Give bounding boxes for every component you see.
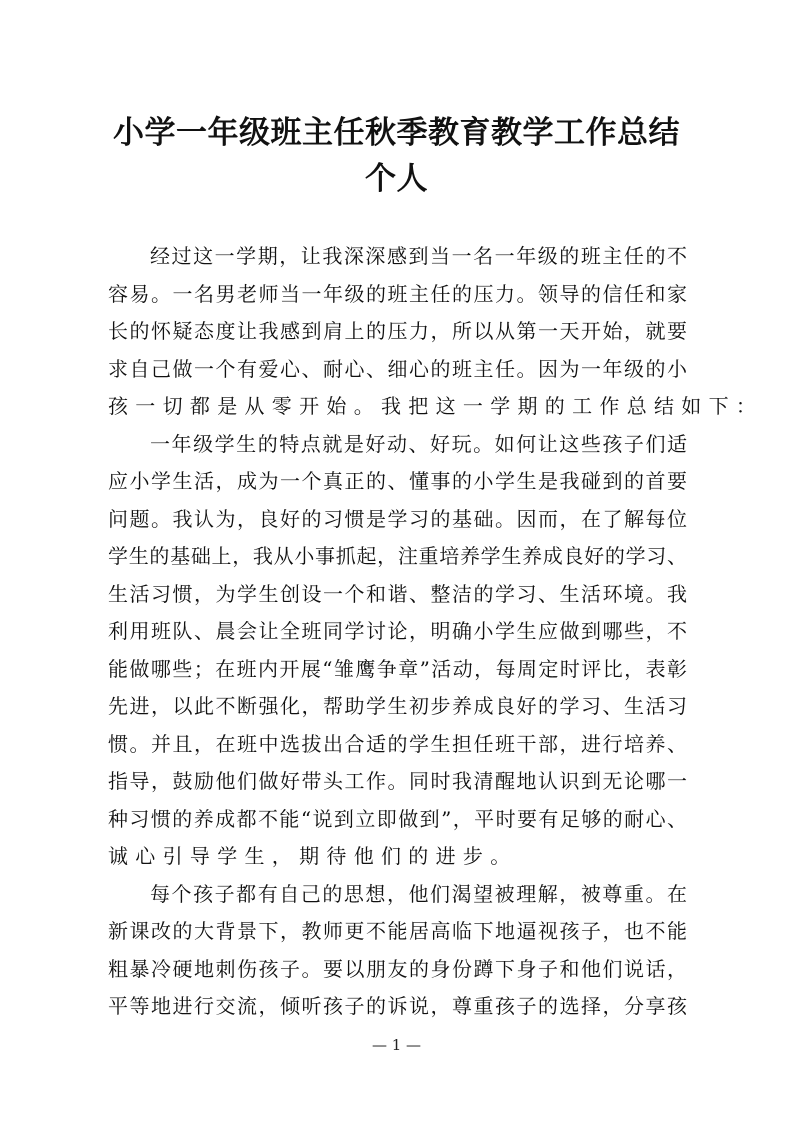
text-line: 平等地进行交流，倾听孩子的诉说，尊重孩子的选择，分享孩 [108,994,687,1018]
text-line: 一年级学生的特点就是好动、好玩。如何让这些孩子们适 [150,431,687,456]
text-line: 经过这一学期，让我深深感到当一名一年级的班主任的不 [150,244,687,268]
text-line: 能做哪些；在班内开展“雏鹰争章”活动，每周定时评比，表彰 [108,656,687,681]
paragraph [108,238,764,426]
text-line: 利用班队、晨会让全班同学讨论，明确小学生应做到哪些，不 [108,619,687,643]
title-line-1: 小学一年级班主任秋季教育教学工作总结 [113,115,680,151]
text-line: 生活习惯，为学生创设一个和谐、整洁的学习、生活环境。我 [108,581,687,606]
text-line: 诚心引导学生，期待他们的进步。 [108,844,518,868]
page-number: — 1 — [371,1036,422,1054]
text-line: 孩一切都是从零开始。我把这一学期的工作总结如下： [108,394,764,418]
text-line: 学生的基础上，我从小事抓起，注重培养学生养成良好的学习、 [108,544,687,568]
text-line: 惯。并且，在班中选拔出合适的学生担任班干部，进行培养、 [108,731,687,756]
text-line: 长的怀疑态度让我感到肩上的压力，所以从第一天开始，就要 [108,319,687,343]
text-line: 先进，以此不断强化，帮助学生初步养成良好的学习、生活习 [108,694,687,718]
document-title [90,110,703,202]
text-line: 种习惯的养成都不能“说到立即做到”，平时要有足够的耐心、 [108,806,687,831]
text-line: 容易。一名男老师当一年级的班主任的压力。领导的信任和家 [108,281,687,306]
text-line: 新课改的大背景下，教师更不能居高临下地逼视孩子，也不能 [108,919,687,943]
document-body [108,238,764,1026]
text-line: 每个孩子都有自己的思想，他们渴望被理解，被尊重。在 [150,881,687,906]
paragraph [108,876,687,1026]
text-line: 求自己做一个有爱心、耐心、细心的班主任。因为一年级的小 [108,356,687,381]
text-line: 应小学生活，成为一个真正的、懂事的小学生是我碰到的首要 [108,469,687,493]
paragraph [108,426,687,876]
text-line: 粗暴冷硬地刺伤孩子。要以朋友的身份蹲下身子和他们说话， [108,956,687,981]
text-line: 指导，鼓励他们做好带头工作。同时我清醒地认识到无论哪一 [108,769,687,793]
title-line-2: 个人 [365,161,428,197]
text-line: 问题。我认为，良好的习惯是学习的基础。因而，在了解每位 [108,506,687,531]
